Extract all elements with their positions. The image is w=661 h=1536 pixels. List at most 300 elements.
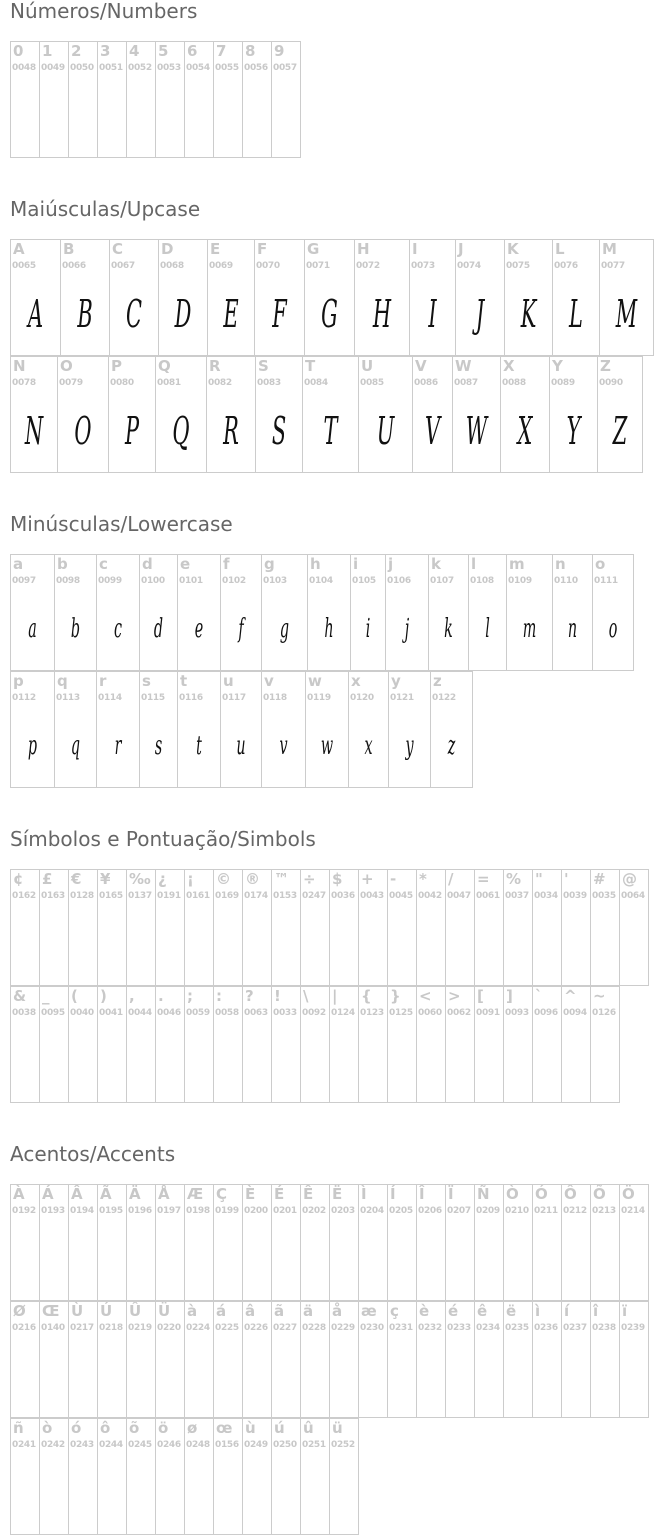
glyph-cell [300, 869, 330, 986]
glyph-char-label: Ã [100, 1185, 112, 1203]
glyph-cell [561, 1184, 591, 1301]
glyph-code-label: 0057 [273, 63, 297, 73]
glyph-sample: p [27, 730, 38, 761]
glyph-cell [592, 554, 634, 671]
section-title-accents: Acentos/Accents [10, 1142, 176, 1166]
glyph-code-label: 0076 [554, 261, 578, 271]
glyph-char-label: ä [303, 1302, 314, 1320]
glyph-char-label: 3 [100, 42, 111, 60]
glyph-code-label: 0119 [307, 693, 331, 703]
glyph-sample: J [475, 291, 485, 336]
glyph-cell [126, 41, 156, 158]
glyph-cell [68, 41, 98, 158]
glyph-sample: m [522, 613, 537, 644]
glyph-cell [213, 986, 243, 1103]
glyph-char-label: ò [42, 1419, 53, 1437]
glyph-cell [184, 869, 214, 986]
glyph-code-label: 0048 [12, 63, 36, 73]
glyph-char-label: é [448, 1302, 459, 1320]
glyph-code-label: 0084 [304, 378, 328, 388]
glyph-code-label: 0192 [12, 1206, 36, 1216]
glyph-code-label: 0213 [592, 1206, 616, 1216]
glyph-cell [97, 1418, 127, 1535]
glyph-cell [445, 1184, 475, 1301]
glyph-cell [10, 239, 61, 356]
glyph-code-label: 0229 [331, 1323, 355, 1333]
glyph-char-label: É [274, 1185, 285, 1203]
glyph-char-label: ì [535, 1302, 541, 1320]
glyph-cell [304, 239, 355, 356]
glyph-char-label: Û [129, 1302, 142, 1320]
glyph-code-label: 0115 [141, 693, 165, 703]
glyph-code-label: 0077 [601, 261, 625, 271]
glyph-code-label: 0212 [563, 1206, 587, 1216]
glyph-code-label: 0051 [99, 63, 123, 73]
glyph-cell [387, 1301, 417, 1418]
glyph-sample: R [223, 408, 239, 453]
glyph-char-label: a [13, 555, 24, 573]
glyph-char-label: € [71, 870, 82, 888]
glyph-row-upcase-1 [10, 239, 653, 356]
glyph-code-label: 0113 [56, 693, 80, 703]
glyph-cell [242, 1301, 272, 1418]
glyph-cell [590, 869, 620, 986]
glyph-code-label: 0244 [99, 1440, 123, 1450]
glyph-sample: A [27, 291, 44, 336]
glyph-char-label: k [431, 555, 441, 573]
glyph-char-label: - [390, 870, 397, 888]
glyph-cell [126, 986, 156, 1103]
glyph-sample: g [279, 613, 290, 644]
glyph-char-label: x [351, 672, 361, 690]
glyph-code-label: 0195 [99, 1206, 123, 1216]
glyph-code-label: 0246 [157, 1440, 181, 1450]
glyph-char-label: F [257, 240, 268, 258]
glyph-cell [416, 986, 446, 1103]
glyph-cell [242, 869, 272, 986]
glyph-cell [409, 239, 456, 356]
glyph-char-label: y [391, 672, 401, 690]
glyph-code-label: 0060 [418, 1008, 442, 1018]
glyph-char-label: 7 [216, 42, 227, 60]
glyph-char-label: ú [274, 1419, 285, 1437]
glyph-code-label: 0248 [186, 1440, 210, 1450]
glyph-code-label: 0069 [209, 261, 233, 271]
glyph-cell [474, 1301, 504, 1418]
glyph-char-label: D [161, 240, 174, 258]
glyph-code-label: 0083 [257, 378, 281, 388]
glyph-char-label: $ [332, 870, 343, 888]
glyph-cell [506, 554, 553, 671]
glyph-char-label: G [307, 240, 320, 258]
glyph-cell [430, 671, 473, 788]
glyph-cell [57, 356, 109, 473]
glyph-cell [474, 869, 504, 986]
glyph-char-label: B [63, 240, 75, 258]
glyph-char-label: ü [332, 1419, 343, 1437]
glyph-cell [271, 41, 301, 158]
glyph-code-label: 0206 [418, 1206, 442, 1216]
glyph-cell [385, 554, 429, 671]
glyph-code-label: 0089 [551, 378, 575, 388]
glyph-cell [155, 1301, 185, 1418]
glyph-char-label: ™ [274, 870, 289, 888]
glyph-char-label: r [99, 672, 107, 690]
glyph-cell [139, 554, 178, 671]
glyph-code-label: 0203 [331, 1206, 355, 1216]
glyph-code-label: 0074 [457, 261, 481, 271]
glyph-cell [468, 554, 507, 671]
glyph-code-label: 0092 [302, 1008, 326, 1018]
glyph-char-label: h [310, 555, 321, 573]
glyph-row-accents-2 [10, 1301, 648, 1418]
glyph-code-label: 0239 [621, 1323, 645, 1333]
glyph-code-label: 0080 [110, 378, 134, 388]
glyph-code-label: 0174 [244, 891, 268, 901]
glyph-char-label: t [180, 672, 188, 690]
glyph-cell [126, 1301, 156, 1418]
glyph-code-label: 0228 [302, 1323, 326, 1333]
glyph-cell [242, 1184, 272, 1301]
glyph-cell [39, 1301, 69, 1418]
glyph-code-label: 0098 [56, 576, 80, 586]
glyph-char-label: Î [419, 1185, 425, 1203]
glyph-code-label: 0226 [244, 1323, 268, 1333]
glyph-cell [68, 986, 98, 1103]
glyph-cell [552, 554, 593, 671]
glyph-cell [261, 554, 308, 671]
glyph-code-label: 0064 [621, 891, 645, 901]
glyph-cell [561, 986, 591, 1103]
glyph-cell [597, 356, 643, 473]
glyph-code-label: 0165 [99, 891, 123, 901]
glyph-cell [354, 239, 410, 356]
glyph-char-label: Z [600, 357, 611, 375]
glyph-cell [10, 1418, 40, 1535]
glyph-cell [500, 356, 550, 473]
glyph-code-label: 0217 [70, 1323, 94, 1333]
glyph-sample: C [125, 291, 142, 336]
glyph-code-label: 0071 [306, 261, 330, 271]
glyph-sample: q [70, 730, 81, 761]
glyph-cell [474, 986, 504, 1103]
glyph-char-label: ( [71, 987, 78, 1005]
glyph-cell [445, 1301, 475, 1418]
glyph-char-label: p [13, 672, 24, 690]
glyph-code-label: 0193 [41, 1206, 65, 1216]
glyph-cell [126, 869, 156, 986]
glyph-cell [329, 1418, 359, 1535]
glyph-code-label: 0194 [70, 1206, 94, 1216]
glyph-code-label: 0112 [12, 693, 36, 703]
glyph-code-label: 0093 [505, 1008, 529, 1018]
glyph-code-label: 0061 [476, 891, 500, 901]
glyph-cell [10, 671, 55, 788]
glyph-sample: w [320, 730, 334, 761]
glyph-code-label: 0116 [179, 693, 203, 703]
glyph-row-symbols-2 [10, 986, 619, 1103]
glyph-sample: t [196, 730, 202, 761]
glyph-cell [184, 1418, 214, 1535]
glyph-cell [39, 41, 69, 158]
glyph-code-label: 0243 [70, 1440, 94, 1450]
glyph-cell [271, 869, 301, 986]
glyph-code-label: 0047 [447, 891, 471, 901]
glyph-code-label: 0249 [244, 1440, 268, 1450]
glyph-sample: I [428, 291, 437, 336]
glyph-cell [39, 986, 69, 1103]
glyph-cell [220, 671, 262, 788]
glyph-char-label: e [180, 555, 191, 573]
glyph-cell [619, 1301, 649, 1418]
glyph-char-label: 9 [274, 42, 285, 60]
glyph-char-label: 5 [158, 42, 169, 60]
glyph-code-label: 0204 [360, 1206, 384, 1216]
glyph-char-label: à [187, 1302, 198, 1320]
glyph-char-label: } [390, 987, 401, 1005]
glyph-cell [445, 986, 475, 1103]
glyph-char-label: ø [187, 1419, 198, 1437]
glyph-cell [220, 554, 262, 671]
glyph-code-label: 0111 [594, 576, 618, 586]
glyph-char-label: n [555, 555, 566, 573]
glyph-sample: B [77, 291, 93, 336]
glyph-cell [416, 1301, 446, 1418]
glyph-code-label: 0234 [476, 1323, 500, 1333]
glyph-sample: Y [566, 408, 581, 453]
glyph-code-label: 0066 [62, 261, 86, 271]
glyph-cell [213, 1301, 243, 1418]
glyph-code-label: 0137 [128, 891, 152, 901]
glyph-code-label: 0227 [273, 1323, 297, 1333]
glyph-code-label: 0044 [128, 1008, 152, 1018]
glyph-char-label: ÷ [303, 870, 316, 888]
glyph-cell [358, 356, 413, 473]
glyph-cell [155, 1184, 185, 1301]
glyph-code-label: 0122 [432, 693, 456, 703]
glyph-row-accents-3 [10, 1418, 358, 1535]
glyph-code-label: 0128 [70, 891, 94, 901]
glyph-char-label: ‰ [129, 870, 151, 888]
glyph-char-label: W [455, 357, 472, 375]
glyph-row-symbols-1 [10, 869, 648, 986]
glyph-char-label: ® [245, 870, 260, 888]
glyph-cell [184, 41, 214, 158]
glyph-code-label: 0094 [563, 1008, 587, 1018]
glyph-char-label: ç [390, 1302, 399, 1320]
glyph-code-label: 0237 [563, 1323, 587, 1333]
glyph-code-label: 0241 [12, 1440, 36, 1450]
glyph-cell [126, 1418, 156, 1535]
glyph-sample: T [323, 408, 338, 453]
glyph-code-label: 0055 [215, 63, 239, 73]
glyph-char-label: J [458, 240, 464, 258]
glyph-code-label: 0085 [360, 378, 384, 388]
glyph-code-label: 0041 [99, 1008, 123, 1018]
glyph-char-label: œ [216, 1419, 233, 1437]
glyph-char-label: X [503, 357, 515, 375]
glyph-char-label: S [258, 357, 269, 375]
glyph-code-label: 0232 [418, 1323, 442, 1333]
glyph-char-label: ^ [564, 987, 577, 1005]
glyph-code-label: 0242 [41, 1440, 65, 1450]
glyph-sample: d [153, 613, 164, 644]
glyph-cell [10, 356, 58, 473]
glyph-cell [155, 41, 185, 158]
glyph-char-label: [ [477, 987, 484, 1005]
glyph-char-label: d [142, 555, 153, 573]
glyph-char-label: Ù [71, 1302, 84, 1320]
glyph-char-label: 1 [42, 42, 53, 60]
glyph-char-label: Ä [129, 1185, 141, 1203]
glyph-code-label: 0108 [470, 576, 494, 586]
glyph-cell [10, 1301, 40, 1418]
glyph-code-label: 0039 [563, 891, 587, 901]
glyph-sample: h [324, 613, 334, 644]
glyph-code-label: 0153 [273, 891, 297, 901]
glyph-cell [60, 239, 110, 356]
glyph-code-label: 0054 [186, 63, 210, 73]
glyph-char-label: Y [552, 357, 563, 375]
glyph-char-label: M [602, 240, 617, 258]
glyph-cell [552, 239, 600, 356]
glyph-cell [39, 869, 69, 986]
glyph-code-label: 0211 [534, 1206, 558, 1216]
glyph-cell [300, 1184, 330, 1301]
glyph-cell [549, 356, 598, 473]
glyph-cell [619, 1184, 649, 1301]
glyph-code-label: 0040 [70, 1008, 94, 1018]
glyph-char-label: " [535, 870, 543, 888]
glyph-cell [503, 1301, 533, 1418]
glyph-code-label: 0068 [160, 261, 184, 271]
glyph-char-label: Ô [564, 1185, 577, 1203]
glyph-code-label: 0106 [387, 576, 411, 586]
glyph-cell [532, 1184, 562, 1301]
glyph-cell [590, 1184, 620, 1301]
glyph-cell [108, 356, 156, 473]
glyph-code-label: 0199 [215, 1206, 239, 1216]
glyph-cell [300, 1301, 330, 1418]
glyph-cell [39, 1184, 69, 1301]
glyph-code-label: 0207 [447, 1206, 471, 1216]
glyph-char-label: ã [274, 1302, 285, 1320]
glyph-char-label: © [216, 870, 231, 888]
glyph-sample: L [569, 291, 583, 336]
glyph-cell [97, 869, 127, 986]
glyph-code-label: 0140 [41, 1323, 65, 1333]
glyph-cell [329, 1301, 359, 1418]
glyph-char-label: ñ [13, 1419, 24, 1437]
glyph-cell [358, 1301, 388, 1418]
glyph-code-label: 0049 [41, 63, 65, 73]
glyph-code-label: 0079 [59, 378, 83, 388]
glyph-char-label: U [361, 357, 374, 375]
glyph-sample: o [608, 613, 618, 644]
glyph-sample: K [520, 291, 537, 336]
glyph-cell [10, 1184, 40, 1301]
glyph-cell [561, 1301, 591, 1418]
glyph-char-label: < [419, 987, 432, 1005]
glyph-char-label: ù [245, 1419, 256, 1437]
section-title-numbers: Números/Numbers [10, 0, 198, 23]
section-title-lowercase: Minúsculas/Lowercase [10, 512, 233, 536]
glyph-code-label: 0114 [98, 693, 122, 703]
glyph-cell [271, 1418, 301, 1535]
glyph-char-label: P [111, 357, 122, 375]
glyph-code-label: 0198 [186, 1206, 210, 1216]
glyph-sample: E [223, 291, 239, 336]
glyph-code-label: 0235 [505, 1323, 529, 1333]
glyph-char-label: ¡ [187, 870, 194, 888]
glyph-char-label: Í [390, 1185, 396, 1203]
glyph-code-label: 0043 [360, 891, 384, 901]
glyph-code-label: 0219 [128, 1323, 152, 1333]
glyph-sample: b [70, 613, 81, 644]
glyph-code-label: 0197 [157, 1206, 181, 1216]
glyph-char-label: i [353, 555, 359, 573]
glyph-code-label: 0103 [263, 576, 287, 586]
glyph-sample: Q [172, 408, 190, 453]
glyph-char-label: > [448, 987, 461, 1005]
glyph-cell [155, 869, 185, 986]
glyph-char-label: f [223, 555, 230, 573]
glyph-sample: n [567, 613, 578, 644]
glyph-code-label: 0216 [12, 1323, 36, 1333]
glyph-code-label: 0050 [70, 63, 94, 73]
glyph-char-label: 2 [71, 42, 82, 60]
glyph-char-label: / [448, 870, 454, 888]
glyph-code-label: 0059 [186, 1008, 210, 1018]
glyph-code-label: 0072 [356, 261, 380, 271]
glyph-cell [10, 986, 40, 1103]
glyph-cell [348, 671, 389, 788]
glyph-code-label: 0218 [99, 1323, 123, 1333]
glyph-char-label: Á [42, 1185, 54, 1203]
glyph-cell [532, 1301, 562, 1418]
glyph-char-label: R [209, 357, 221, 375]
glyph-sample: i [365, 613, 371, 644]
glyph-code-label: 0099 [98, 576, 122, 586]
glyph-cell [387, 1184, 417, 1301]
glyph-code-label: 0107 [430, 576, 454, 586]
glyph-cell [503, 869, 533, 986]
glyph-code-label: 0036 [331, 891, 355, 901]
glyph-char-label: è [419, 1302, 430, 1320]
glyph-sample: D [174, 291, 192, 336]
glyph-char-label: ] [506, 987, 513, 1005]
glyph-cell [206, 356, 256, 473]
glyph-cell [184, 1301, 214, 1418]
glyph-cell [54, 554, 97, 671]
glyph-char-label: á [216, 1302, 227, 1320]
glyph-char-label: , [129, 987, 135, 1005]
glyph-char-label: ) [100, 987, 107, 1005]
glyph-code-label: 0236 [534, 1323, 558, 1333]
glyph-char-label: * [419, 870, 427, 888]
glyph-char-label: î [593, 1302, 599, 1320]
glyph-char-label: ô [100, 1419, 111, 1437]
glyph-cell [532, 986, 562, 1103]
glyph-char-label: Ê [303, 1185, 314, 1203]
glyph-cell [329, 1184, 359, 1301]
glyph-code-label: 0073 [411, 261, 435, 271]
glyph-char-label: ' [564, 870, 569, 888]
glyph-cell [126, 1184, 156, 1301]
glyph-code-label: 0123 [360, 1008, 384, 1018]
glyph-cell [184, 1184, 214, 1301]
glyph-cell [97, 41, 127, 158]
